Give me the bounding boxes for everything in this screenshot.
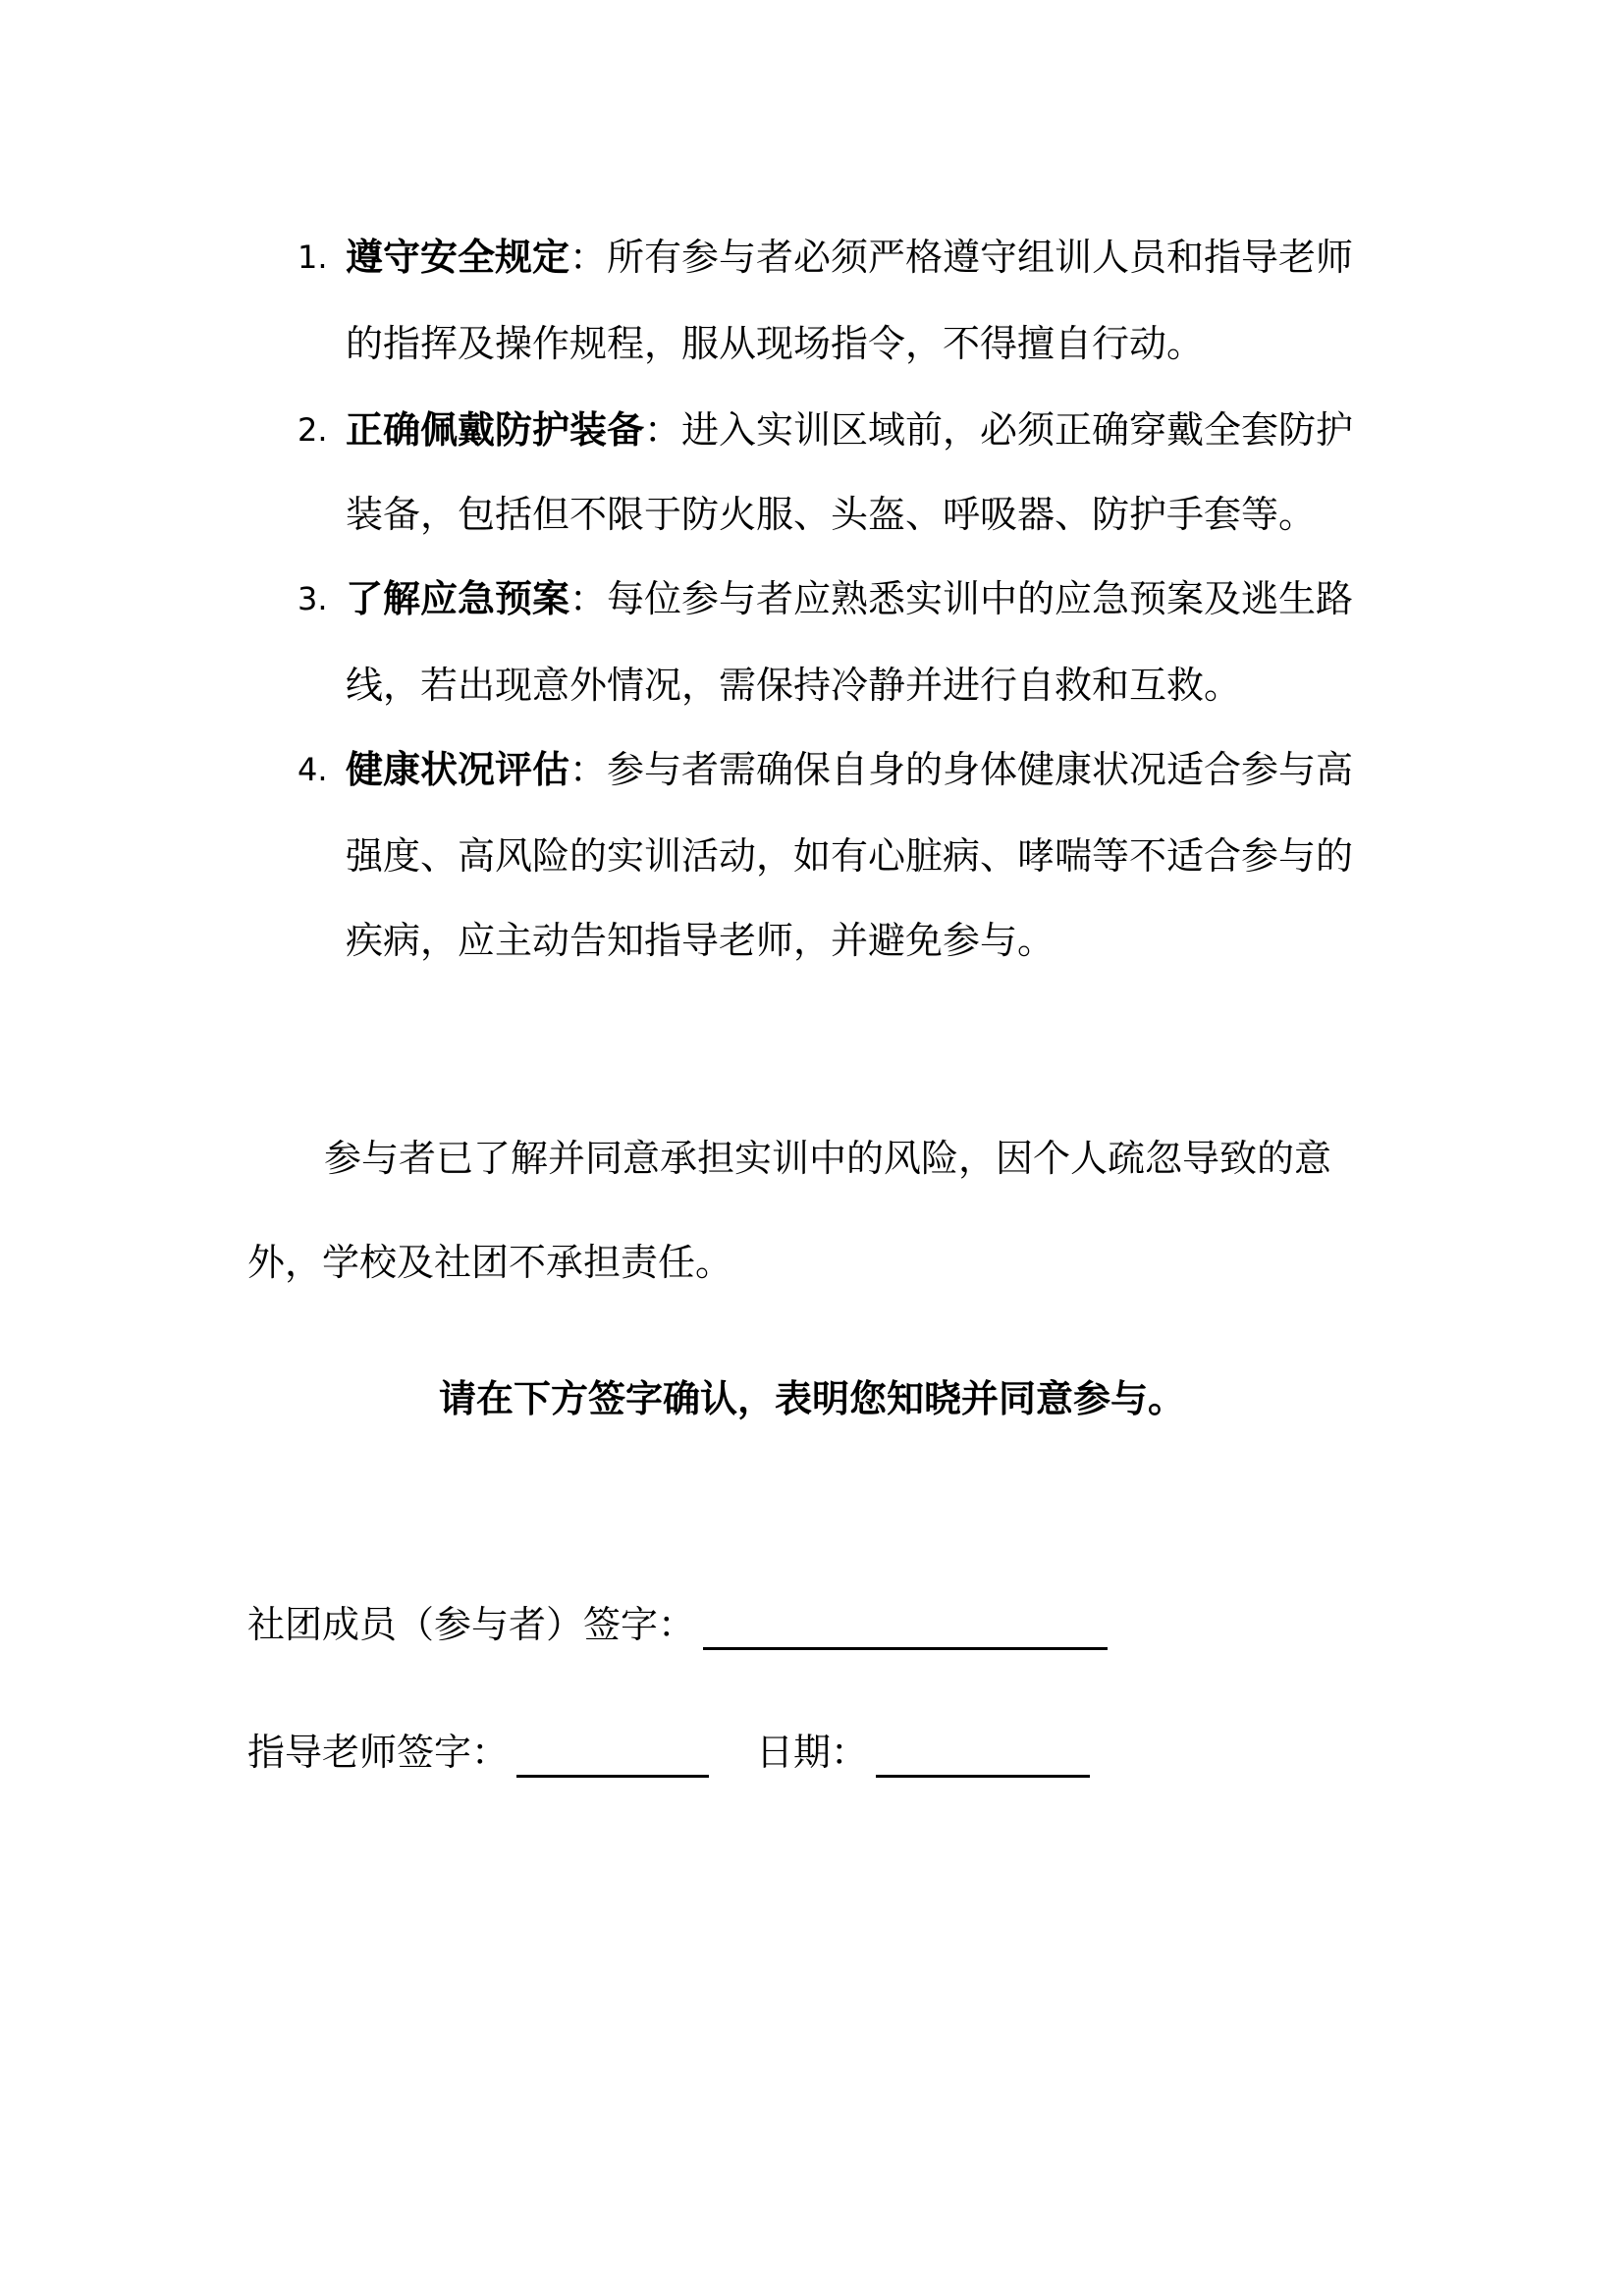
rule-3-title: 了解应急预案 (346, 577, 570, 620)
rule-2-number: 2. (298, 411, 328, 449)
rule-1-title: 遵守安全规定 (346, 236, 570, 279)
member-signature-row (247, 1599, 1108, 1650)
rule-1-number: 1. (298, 239, 328, 276)
rule-3-text: 每位参与者应熟悉实训中的应急预案及逃生路 (607, 577, 1354, 620)
rule-1-text: 所有参与者必须严格遵守组训人员和指导老师 (607, 236, 1354, 279)
teacher-signature-field[interactable] (516, 1735, 709, 1778)
member-signature-field[interactable] (703, 1608, 1108, 1650)
rule-4-line-3: 疾病，应主动告知指导老师，并避免参与。 (346, 919, 1056, 962)
rule-2-sep: ： (644, 408, 682, 452)
rule-1-sep: ： (569, 236, 608, 279)
rule-2-line-1 (346, 404, 1353, 455)
rule-2-text: 进入实训区域前，必须正确穿戴全套防护 (681, 408, 1354, 452)
date-row (756, 1727, 1090, 1778)
rule-3-line-2: 线，若出现意外情况，需保持冷静并进行自救和互救。 (346, 664, 1242, 707)
rule-4-number: 4. (298, 751, 328, 788)
rule-2-line-2: 装备，包括但不限于防火服、头盔、呼吸器、防护手套等。 (346, 493, 1317, 536)
date-label: 日期： (756, 1731, 869, 1774)
rule-4-line-2: 强度、高风险的实训活动，如有心脏病、哮喘等不适合参与的 (346, 834, 1354, 878)
rule-2-title: 正确佩戴防护装备 (346, 408, 645, 452)
rule-4-line-1 (346, 744, 1353, 795)
rule-4-sep: ： (569, 748, 608, 791)
member-signature-label: 社团成员（参与者）签字： (247, 1603, 696, 1646)
rule-3-sep: ： (569, 577, 608, 620)
rule-1-line-2: 的指挥及操作规程，服从现场指令，不得擅自行动。 (346, 322, 1205, 365)
disclaimer-line-2: 外，学校及社团不承担责任。 (247, 1241, 733, 1284)
rule-4-title: 健康状况评估 (346, 748, 570, 791)
date-field[interactable] (876, 1735, 1090, 1778)
teacher-signature-label: 指导老师签字： (247, 1731, 510, 1774)
rule-3-number: 3. (298, 580, 328, 617)
confirm-instruction: 请在下方签字确认，表明您知晓并同意参与。 (438, 1377, 1185, 1420)
rule-1-line-1 (346, 232, 1353, 283)
disclaimer-line-1: 参与者已了解并同意承担实训中的风险，因个人疏忽导致的意 (324, 1137, 1332, 1180)
rule-4-text: 参与者需确保自身的身体健康状况适合参与高 (607, 748, 1354, 791)
rule-3-line-1 (346, 573, 1353, 624)
teacher-signature-row (247, 1727, 709, 1778)
